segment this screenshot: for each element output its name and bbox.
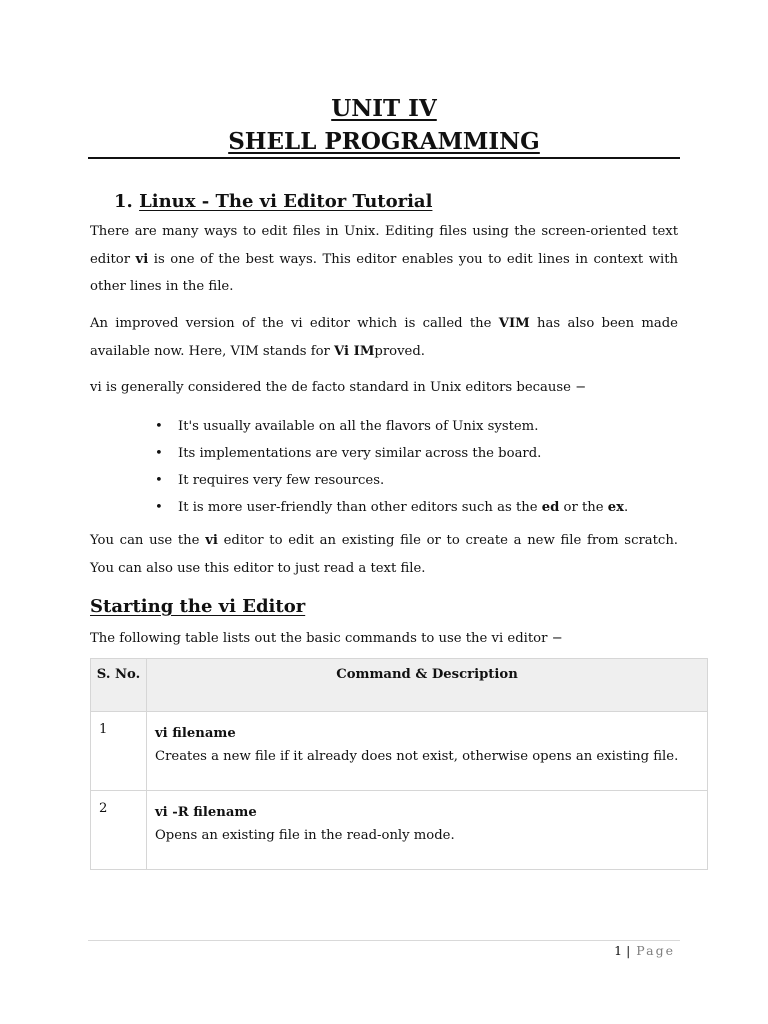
row-number: 2 (91, 791, 147, 870)
paragraph-standard: vi is generally considered the de facto standard in Unix editors because − (90, 380, 587, 395)
list-item-text: Its implementations are very similar across the board. (178, 446, 542, 461)
footer-divider (88, 940, 680, 941)
bold-term: ed (541, 500, 560, 515)
column-header-sno: S. No. (91, 659, 147, 712)
bold-term: VIM (498, 316, 530, 331)
text-run: You can use the (90, 533, 206, 548)
command-name: vi -R filename (155, 805, 257, 820)
command-description: Creates a new file if it already does not exist, otherwise opens an existing file. (155, 749, 679, 764)
text-run: is one of the best ways. This editor enables you to edit lines in context with other lines in the file. (90, 251, 679, 294)
list-item (155, 467, 675, 494)
section-1-heading (114, 191, 432, 212)
bullet-list (155, 413, 675, 521)
paragraph-intro (90, 218, 678, 301)
footer-separator: | (626, 943, 631, 958)
paragraph-usage (90, 527, 678, 582)
table-row (91, 712, 708, 791)
text-run: proved. (374, 343, 425, 359)
row-number: 1 (91, 712, 147, 791)
section-2-heading: Starting the vi Editor (90, 596, 306, 617)
table-intro: The following table lists out the basic commands to use the vi editor − (90, 631, 563, 646)
text-run: It is more user-friendly than other editors such as the (178, 500, 542, 515)
bold-term: vi (205, 533, 218, 548)
page-number: 1 (614, 943, 623, 958)
list-item (155, 413, 675, 440)
title-block (88, 92, 680, 158)
text-run: editor to edit an existing file or to create a new file from scratch. You can also use this editor to just read a text file. (90, 533, 679, 576)
list-item (155, 440, 675, 467)
bullet-icon: • (155, 500, 163, 515)
column-header-command: Command & Description (147, 659, 708, 712)
commands-table (90, 658, 708, 870)
text-run: . (624, 500, 629, 515)
section-1-title: Linux - The vi Editor Tutorial (139, 191, 433, 212)
text-run: There are many ways to edit files in Unix. Editing files using the screen-oriented text editor (90, 224, 678, 267)
chapter-title: SHELL PROGRAMMING (228, 128, 540, 155)
list-item-text: It requires very few resources. (178, 473, 385, 488)
title-divider (88, 157, 680, 159)
bold-term: Vi IM (334, 343, 375, 359)
text-run: or the (559, 500, 608, 515)
bullet-icon: • (155, 473, 163, 488)
text-run: has also been made available now. Here, VIM stands for (90, 316, 678, 359)
bold-term: ex (607, 500, 625, 515)
bullet-icon: • (155, 419, 163, 434)
command-cell (147, 791, 708, 870)
page-label: Page (636, 943, 675, 958)
section-number: 1. (114, 191, 133, 212)
text-run: An improved version of the vi editor which is called the (90, 316, 499, 331)
list-item (155, 494, 675, 521)
unit-title: UNIT IV (331, 95, 437, 122)
command-cell (147, 712, 708, 791)
table-row (91, 791, 708, 870)
command-name: vi filename (155, 726, 236, 741)
bullet-icon: • (155, 446, 163, 461)
command-description: Opens an existing file in the read-only mode. (155, 828, 455, 843)
list-item-text: It's usually available on all the flavors of Unix system. (178, 419, 539, 434)
page-footer (614, 943, 675, 958)
bold-term: vi (135, 251, 149, 267)
table-header-row (91, 659, 708, 712)
paragraph-vim (90, 310, 678, 365)
